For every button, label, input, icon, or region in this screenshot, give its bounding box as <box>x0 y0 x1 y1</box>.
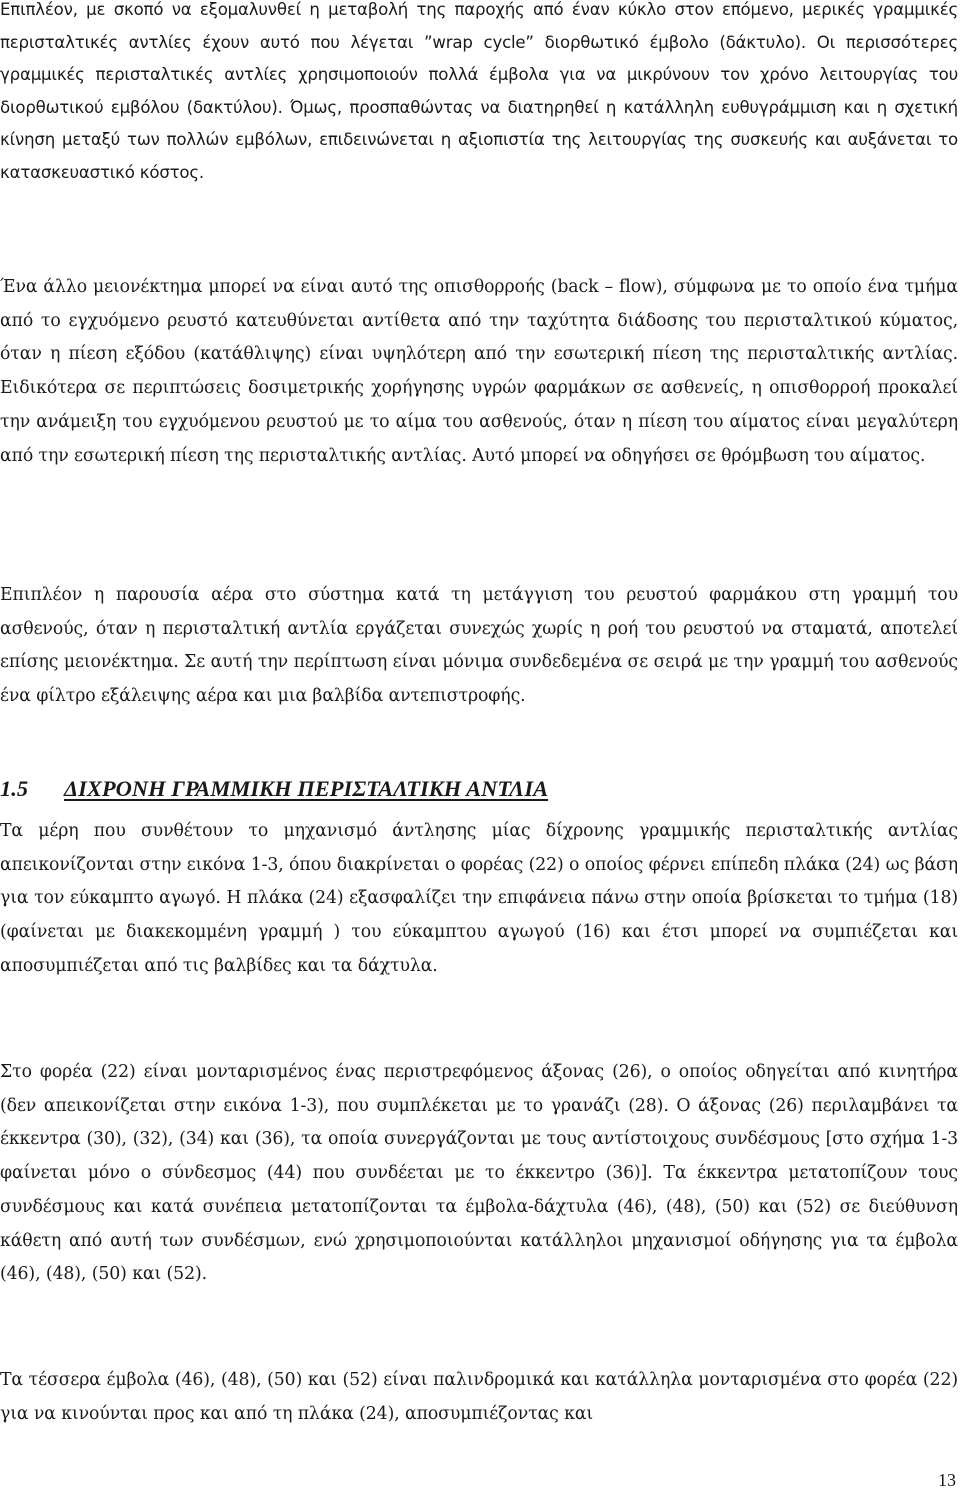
page-number: 13 <box>938 1470 956 1490</box>
section-number: 1.5 <box>0 776 29 801</box>
paragraph-shaft-cams: Στο φορέα (22) είναι μονταρισμένος ένας περιστρεφόμενος άξονας (26), ο οποίος οδηγείται από κινητήρα (δεν απεικονίζεται στην εικόνα 1-3), που συμπλέκεται με το γρανάζι (28). Ο άξονας (26) περιλαμβάνει τα έκκεντρα (30), (32), (34) και (36), τα οποία συνεργάζονται με τους αντίστοιχους συνδέσμους [στο σχήμα 1-3 φαίνεται μόνο ο σύνδεσμος (44) που συνδέεται με το έκκεντρο (36)]. Τα έκκεντρα μετατοπίζουν τους συνδέσμους και κατά συνέπεια μετατοπίζονται τα έμβολα-δάχτυλα (46), (48), (50) και (52) σε διεύθυνση κάθετη από αυτή των συνδέσμων, ενώ χρησιμοποιούνται κατάλληλοι μηχανισμοί οδήγησης για τα έμβολα (46), (48), (50) και (52). <box>0 1062 958 1285</box>
paragraph-pump-parts: Τα μέρη που συνθέτουν το μηχανισμό άντλησης μίας δίχρονης γραμμικής περισταλτικής αντλίας απεικονίζονται στην εικόνα 1-3, όπου διακρίνεται ο φορέας (22) ο οποίος φέρνει επίπεδη πλάκα (24) ως βάση για τον εύκαμπτο αγωγό. Η πλάκα (24) εξασφαλίζει την επιφάνεια πάνω στην οποία βρίσκεται το τμήμα (18) (φαίνεται με διακεκομμένη γραμμή ) του εύκαμπτου αγωγού (16) και έτσι μπορεί να συμπιέζεται και αποσυμπιέζεται από τις βαλβίδες και τα δάχτυλα. <box>0 821 958 976</box>
section-heading <box>0 772 548 806</box>
paragraph-air-presence: Επιπλέον η παρουσία αέρα στο σύστημα κατά τη μετάγγιση του ρευστού φαρμάκου στη γραμμή του ασθενούς, όταν η περισταλτική αντλία εργάζεται συνεχώς χωρίς η ροή του ρευστού να σταματά, αποτελεί επίσης μειονέκτημα. Σε αυτή την περίπτωση είναι μόνιμα συνδεδεμένα σε σειρά με την γραμμή του ασθενούς ένα φίλτρο εξάλειψης αέρα και μια βαλβίδα αντεπιστροφής. <box>0 585 958 707</box>
paragraph-backflow: Ένα άλλο μειονέκτημα μπορεί να είναι αυτό της οπισθορροής (back – flow), σύμφωνα με το οποίο ένα τμήμα από το εγχυόμενο ρευστό κατευθύνεται αντίθετα από την ταχύτητα διάδοσης του περισταλτικού κύματος, όταν η πίεση εξόδου (κατάθλιψης) είναι υψηλότερη από την εσωτερική πίεση της περισταλτικής αντλίας. Ειδικότερα σε περιπτώσεις δοσιμετρικής χορήγησης υγρών φαρμάκων σε ασθενείς, η οπισθορροή προκαλεί την ανάμειξη του εγχυόμενου ρευστού με το αίμα του ασθενούς, όταν η πίεση του αίματος είναι μεγαλύτερη από την εσωτερική πίεση της περισταλτικής αντλίας. Αυτό μπορεί να οδηγήσει σε θρόμβωση του αίματος. <box>0 277 958 466</box>
paragraph-wrap-cycle: Επιπλέον, με σκοπό να εξομαλυνθεί η μεταβολή της παροχής από έναν κύκλο στον επόμενο, μερικές γραμμικές περισταλτικές αντλίες έχουν αυτό που λέγεται ”wrap cycle” διορθωτικό έμβολο (δάκτυλο). Οι περισσότερες γραμμικές περισταλτικές αντλίες χρησιμοποιούν πολλά έμβολα για να μικρύνουν τον χρόνο λειτουργίας του διορθωτικού εμβόλου (δακτύλου). Όμως, προσπαθώντας να διατηρηθεί η κατάλληλη ευθυγράμμιση και η σχετική κίνηση μεταξύ των πολλών εμβόλων, επιδεινώνεται η αξιοπιστία της λειτουργίας της συσκευής και αυξάνεται το κατασκευαστικό κόστος. <box>0 0 958 182</box>
section-title: ΔΙΧΡΟΝΗ ΓΡΑΜΜΙΚΗ ΠΕΡΙΣΤΑΛΤΙΚΗ ΑΝΤΛΙΑ <box>64 776 549 801</box>
paragraph-four-pistons: Τα τέσσερα έμβολα (46), (48), (50) και (52) είναι παλινδρομικά και κατάλληλα μονταρισμένα στο φορέα (22) για να κινούνται προς και από τη πλάκα (24), αποσυμπιέζοντας και <box>0 1370 958 1424</box>
